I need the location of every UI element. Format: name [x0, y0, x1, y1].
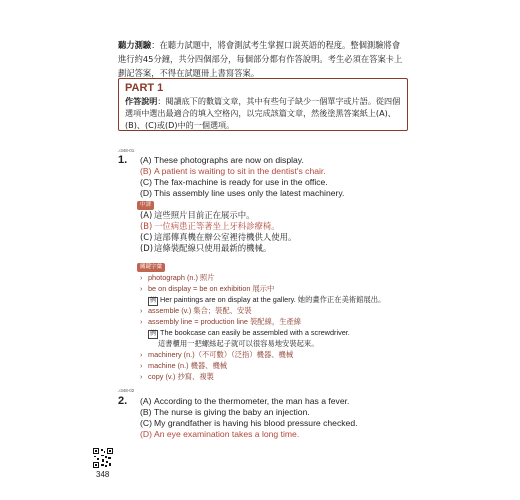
vocabulary-badge: 關鍵字彙: [137, 263, 165, 272]
part-title: PART 1: [125, 82, 164, 94]
audio-track-label: ♪348-01: [118, 148, 135, 153]
example-sentence: 例 Her paintings are on display at the gallery. 她的畫作正在美術館展出。: [150, 295, 386, 304]
part-instructions-box: [118, 78, 408, 131]
chevron-right-icon: ›: [140, 372, 143, 381]
option-a: (A) According to the thermometer, the man has a fever.: [140, 396, 350, 406]
vocab-item: › machinery (n.)（不可數）（泛指）機器、機械: [140, 350, 294, 359]
option-a: (A) These photographs are now on display.: [140, 155, 304, 165]
vocab-item: › photograph (n.) 照片: [140, 273, 215, 282]
chevron-right-icon: ›: [140, 350, 143, 359]
part-instructions-label: 作答說明: [125, 96, 158, 106]
question-number: 2.: [118, 395, 128, 407]
audio-track-label: ♪348-02: [118, 388, 135, 393]
example-tag: 例: [150, 298, 157, 304]
example-tag: 例: [150, 331, 157, 337]
question-number: 1.: [118, 154, 128, 166]
chevron-right-icon: ›: [140, 284, 143, 293]
translation-d: (D)這條裝配線只使用最新的機械。: [140, 243, 272, 253]
translation-b-correct: (B) 一位病患正等著坐上牙科診療椅。: [140, 221, 280, 231]
example-translation: 這書櫃用一把螺絲起子就可以很容易地安裝起來。: [158, 339, 319, 348]
option-c: (C) The fax-machine is ready for use in the office.: [140, 177, 328, 187]
translation-a: (A) 這些照片目前正在展示中。: [140, 210, 255, 220]
translation-c: (C) 這部傳真機在辦公室裡待機供人使用。: [140, 232, 297, 242]
vocab-item: › assemble (v.) 集合；裝配、安裝: [140, 306, 252, 315]
example-sentence: 例 The bookcase can easily be assembled with a screwdriver.: [150, 328, 350, 337]
part-instructions: [125, 95, 401, 131]
intro-text: ：在聽力試題中，將會測試考生掌握口說英語的程度。整個測驗將會進行約45分鐘，共分四個部分，每個部分都有作答說明。考生必須在答案卡上劃記答案，不得在試題冊上書寫答案。: [118, 40, 403, 78]
qr-code-icon: [93, 448, 113, 468]
vocab-item: › be on display = be on exhibition 展示中: [140, 284, 275, 293]
vocab-item: › copy (v.) 抄寫、複製: [140, 372, 214, 381]
chevron-right-icon: ›: [140, 317, 143, 326]
option-d-correct: (D) An eye examination takes a long time.: [140, 429, 300, 439]
chevron-right-icon: ›: [140, 306, 143, 315]
translation-badge: 中譯: [137, 201, 154, 210]
part-instructions-text: ：閱讀底下的數篇文章，其中有些句子缺少一個單字或片語。從四個選項中選出最適合的填入空格內，以完成該篇文章，然後塗黑答案紙上(A)、(B)、(C)或(D)中的一個選項。: [125, 96, 401, 130]
intro-paragraph: [118, 38, 408, 80]
option-b-correct: (B) A patient is waiting to sit in the dentist's chair.: [140, 166, 326, 176]
vocab-item: › machine (n.) 機器、機械: [140, 361, 228, 370]
option-d: (D) This assembly line uses only the latest machinery.: [140, 188, 345, 198]
intro-label: 聽力測驗: [118, 40, 152, 50]
chevron-right-icon: ›: [140, 273, 143, 282]
page-number: 348: [96, 470, 110, 479]
chevron-right-icon: ›: [140, 361, 143, 370]
option-c: (C) My grandfather is having his blood pressure checked.: [140, 418, 358, 428]
option-b: (B) The nurse is giving the baby an injection.: [140, 407, 310, 417]
vocab-item: › assembly line = production line 裝配線，生產線: [140, 317, 302, 326]
